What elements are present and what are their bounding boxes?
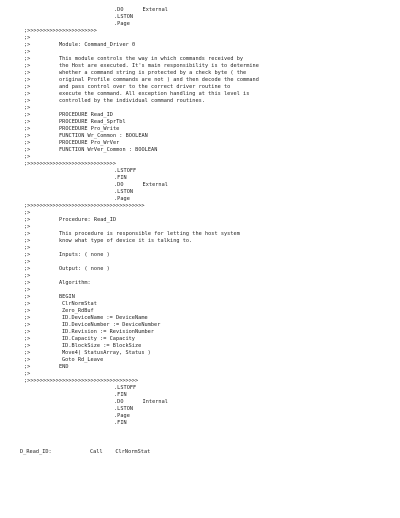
line-gutter: ;> <box>24 91 31 97</box>
line-text: ID.DeviceName := DeviceName <box>62 315 148 321</box>
line-text: PROCEDURE Read_ID <box>59 112 113 118</box>
line-gutter: ;> <box>24 210 31 216</box>
line-text: Output: ( none ) <box>59 266 110 272</box>
line-text: .LSTON <box>114 406 134 412</box>
line-text: Inputs: ( none ) <box>59 252 110 258</box>
line-text: .DO Internal <box>114 399 168 405</box>
line-text: .LSTOFF <box>114 385 137 391</box>
line-gutter: ;> <box>24 266 31 272</box>
line-gutter: ;> <box>24 364 31 370</box>
line-gutter: ;> <box>24 140 31 146</box>
line-gutter: ;> <box>24 98 31 104</box>
line-text: This procedure is responsible for letting the host system <box>59 231 240 237</box>
line-gutter: ;> <box>24 49 31 55</box>
line-text: and pass control over to the correct driver routine to <box>59 84 231 90</box>
line-gutter: ;> <box>24 133 31 139</box>
line-text: Call ClrNormStat <box>90 449 151 455</box>
line-gutter: ;> <box>24 112 31 118</box>
line-gutter: ;> <box>24 336 31 342</box>
line-gutter: ;> <box>24 217 31 223</box>
line-gutter: ;> <box>24 252 31 258</box>
line-gutter: ;> <box>24 294 31 300</box>
line-gutter: ;> <box>24 105 31 111</box>
line-text: ID.Capacity := Capacity <box>62 336 135 342</box>
line-text: .DO External <box>114 182 168 188</box>
line-gutter: ;>>>>>>>>>>>>>>>>>>>>>>>>>>>>>>>>>>> <box>24 378 139 384</box>
line-text: .Page <box>114 21 130 27</box>
line-text: This module controls the way in which commands received by <box>59 56 244 62</box>
line-gutter: ;> <box>24 70 31 76</box>
line-text: PROCEDURE Pro_WrVer <box>59 140 120 146</box>
line-text: Zero_RdBuf <box>62 308 94 314</box>
line-text: END <box>59 364 69 370</box>
line-text: Procedure: Read_ID <box>59 217 117 223</box>
line-gutter: ;> <box>24 322 31 328</box>
line-text: FUNCTION WrVer_Common : BOOLEAN <box>59 147 158 153</box>
line-text: .LSTON <box>114 14 134 20</box>
line-text: Algorithm: <box>59 280 91 286</box>
line-text: controlled by the individual command routines. <box>59 98 205 104</box>
line-gutter: ;> <box>24 308 31 314</box>
line-gutter: ;> <box>24 287 31 293</box>
line-gutter: ;> <box>24 350 31 356</box>
line-gutter: ;> <box>24 35 31 41</box>
line-gutter: ;> <box>24 245 31 251</box>
line-gutter: ;> <box>24 56 31 62</box>
line-text: .DO External <box>114 7 168 13</box>
line-gutter: ;> <box>24 343 31 349</box>
line-text: .Page <box>114 196 130 202</box>
line-text: FUNCTION Wr_Common : BOOLEAN <box>59 133 148 139</box>
line-text: ClrNormStat <box>62 301 97 307</box>
line-text: .FIN <box>114 420 127 426</box>
line-gutter: ;> <box>24 224 31 230</box>
line-gutter: ;> <box>24 77 31 83</box>
line-text: PROCEDURE Pro_Write <box>59 126 120 132</box>
line-gutter: ;> <box>24 329 31 335</box>
line-gutter: ;>>>>>>>>>>>>>>>>>>>>>>>>>>>> <box>24 161 117 167</box>
line-text: Module: Command_Driver 0 <box>59 42 136 48</box>
line-text: execute the command. All exception handling at this level is <box>59 91 250 97</box>
line-gutter: ;> <box>24 147 31 153</box>
line-gutter: ;> <box>24 119 31 125</box>
line-gutter: ;> <box>24 371 31 377</box>
line-gutter: ;> <box>24 259 31 265</box>
line-gutter: ;> <box>24 63 31 69</box>
line-label: D_Read_ID: <box>20 449 52 455</box>
line-text: .FIN <box>114 175 127 181</box>
line-text: .FIN <box>114 392 127 398</box>
line-text: ID.DeviceNumber := DeviceNumber <box>62 322 161 328</box>
line-text: the Host are executed. It's main responsibility is to determine <box>59 63 259 69</box>
line-text: Goto Rd_Leave <box>62 357 104 363</box>
line-gutter: ;> <box>24 301 31 307</box>
line-gutter: ;>>>>>>>>>>>>>>>>>>>>>>>>>>>>>>>>>>>>> <box>24 203 145 209</box>
line-text: .LSTON <box>114 189 134 195</box>
line-text: PROCEDURE Read_SprTbl <box>59 119 126 125</box>
line-text: ID.Revision := RevisionNumber <box>62 329 155 335</box>
line-text: original Profile commands are not ) and then decode the command <box>59 77 259 83</box>
line-text: know what type of device it is talking to. <box>59 238 193 244</box>
line-gutter: ;> <box>24 231 31 237</box>
line-gutter: ;> <box>24 315 31 321</box>
line-gutter: ;> <box>24 154 31 160</box>
line-gutter: ;> <box>24 238 31 244</box>
line-gutter: ;> <box>24 273 31 279</box>
line-text: Move4( StatusArray, Status ) <box>62 350 151 356</box>
line-gutter: ;> <box>24 126 31 132</box>
line-gutter: ;> <box>24 357 31 363</box>
line-gutter: ;> <box>24 84 31 90</box>
line-gutter: ;> <box>24 42 31 48</box>
line-text: .LSTOFF <box>114 168 137 174</box>
line-gutter: ;> <box>24 280 31 286</box>
line-text: BEGIN <box>59 294 75 300</box>
line-text: whether a command string is protected by a check byte ( the <box>59 70 247 76</box>
line-gutter: ;>>>>>>>>>>>>>>>>>>>>>> <box>24 28 97 34</box>
line-text: ID.BlockSize := BlockSize <box>62 343 142 349</box>
line-text: .Page <box>114 413 130 419</box>
